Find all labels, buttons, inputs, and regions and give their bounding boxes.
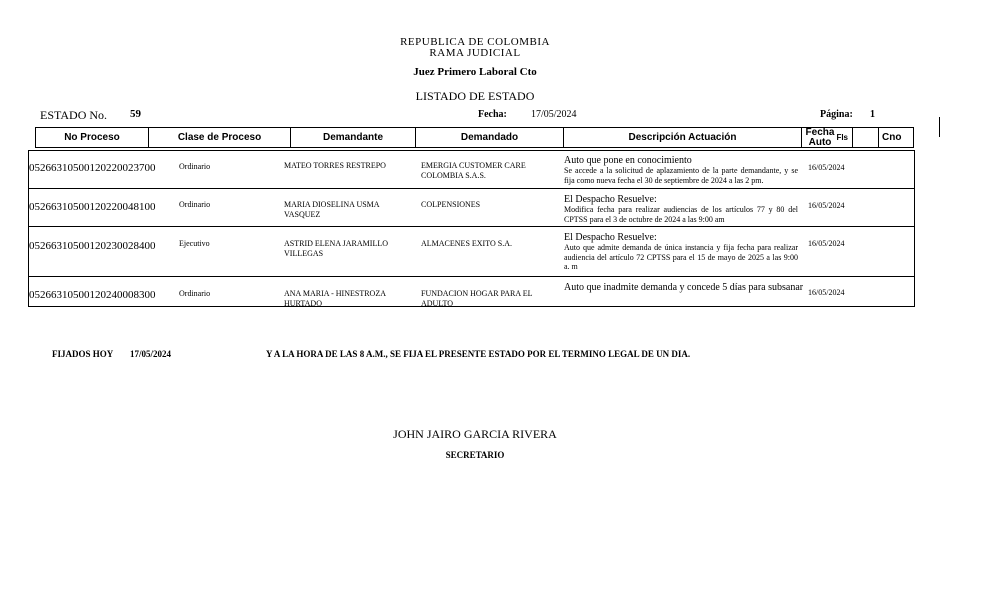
row-proceso: 05266310500120220048100 [29,201,156,213]
row-demandante: ANA MARIA - HINESTROZA HURTADO [284,289,386,308]
col-demandante: Demandante [291,128,416,147]
row-actuacion-title: Auto que inadmite demanda y concede 5 días para subsanar [564,282,804,293]
row-actuacion-title: El Despacho Resuelve: [564,232,657,243]
pagina-value: 1 [870,109,875,120]
fijados-date: 17/05/2024 [130,349,172,359]
branch-heading: RAMA JUDICIAL [429,47,521,59]
col-clase: Clase de Proceso [149,128,291,147]
row-demandado: ALMACENES EXITO S.A. [421,239,512,248]
row-actuacion-title: El Despacho Resuelve: [564,194,657,205]
legal-note: Y A LA HORA DE LAS 8 A.M., SE FIJA EL PRESENTE ESTADO POR EL TERMINO LEGAL DE UN DIA. [266,349,691,359]
col-fecha-auto-line2: Auto [808,137,832,148]
row-fecha-auto: 16/05/2024 [808,288,845,297]
col-fecha-auto [802,128,853,147]
list-title: LISTADO DE ESTADO [415,89,535,103]
margin-rule [939,117,940,137]
row-actuacion [564,194,798,224]
row-fecha-auto: 16/05/2024 [808,239,845,248]
court-name: Juez Primero Laboral Cto [413,66,537,78]
table-header [35,127,914,148]
row-fecha-auto: 16/05/2024 [808,201,845,210]
table-row [29,151,914,189]
row-actuacion-title: Auto que pone en conocimiento [564,155,692,166]
fecha-label: Fecha: [478,109,507,120]
row-actuacion-text: Modifica fecha para realizar audiencias de los artículos 77 y 80 del CPTSS para el 3 de octubre de 2024 a las 9:00 am [564,205,798,224]
row-fecha-auto: 16/05/2024 [808,163,845,172]
row-clase: Ordinario [179,162,211,171]
table-row [29,189,914,227]
table-row [29,277,914,307]
row-actuacion-text: Se accede a la solicitud de aplazamiento de la parte demandante, y se fija como nueva fecha el 30 de septiembre de 2024 a las 2 pm. [564,166,798,185]
table-body [28,150,915,307]
table-row [29,227,914,277]
fecha-value: 17/05/2024 [531,109,577,120]
signer-name: JOHN JAIRO GARCIA RIVERA [393,427,557,441]
col-fecha-auto-line1: Fecha [805,127,835,138]
row-demandado: FUNDACION HOGAR PARA EL ADULTO [421,289,533,308]
row-clase: Ordinario [179,289,211,298]
estado-number: 59 [130,108,141,120]
col-fls: Fls [836,133,848,142]
signer-title: SECRETARIO [445,450,505,460]
col-descripcion: Descripción Actuación [564,128,802,147]
row-demandado: EMERGIA CUSTOMER CARE COLOMBIA S.A.S. [421,161,526,180]
fijados-label: FIJADOS HOY [52,349,114,359]
col-cno: Cno [882,132,902,143]
country-heading: REPUBLICA DE COLOMBIA [400,36,550,48]
row-demandante: ASTRID ELENA JARAMILLO VILLEGAS [284,239,388,258]
col-demandado: Demandado [416,128,564,147]
estado-label: ESTADO No. [40,108,108,122]
row-actuacion [564,282,804,293]
row-clase: Ordinario [179,200,211,209]
row-demandado: COLPENSIONES [421,200,481,209]
row-clase: Ejecutivo [179,239,210,248]
pagina-label: Página: [820,109,853,120]
row-actuacion [564,232,798,272]
row-actuacion [564,155,798,185]
row-proceso: 05266310500120230028400 [29,240,156,252]
row-proceso: 05266310500120240008300 [29,289,156,301]
row-proceso: 05266310500120220023700 [29,162,156,174]
row-demandante: MATEO TORRES RESTREPO [284,161,386,170]
col-fls-cell [853,128,879,147]
row-actuacion-text: Auto que admite demanda de única instancia y fija fecha para realizar audiencia del artículo 72 CPTSS para el 15 de mayo de 2025 a las 9:00 a. m [564,243,798,271]
row-demandante: MARIA DIOSELINA USMA VASQUEZ [284,200,380,219]
col-proceso: No Proceso [36,128,149,147]
